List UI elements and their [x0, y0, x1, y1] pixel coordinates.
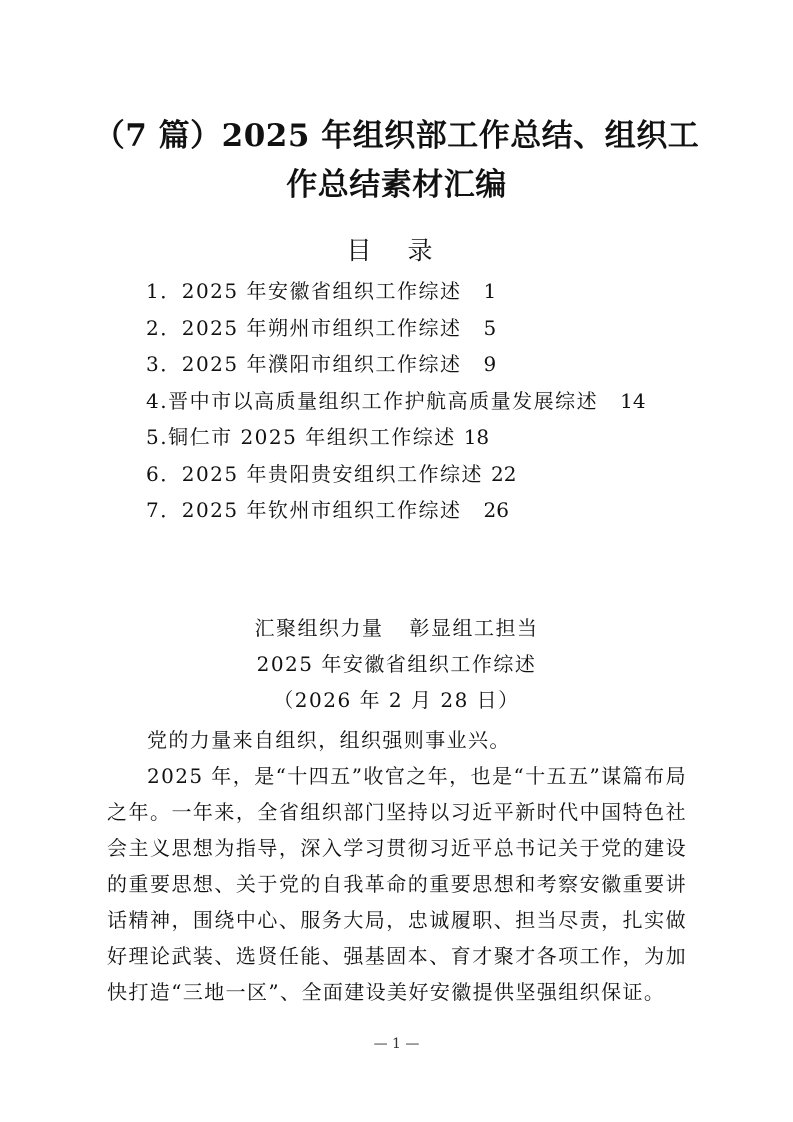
toc-item-label: 7．2025 年钦州市组织工作综述 [146, 498, 462, 522]
toc-item-page: 1 [483, 279, 497, 303]
toc-item-page: 9 [483, 352, 497, 376]
toc-item-label: 1．2025 年安徽省组织工作综述 [146, 279, 462, 303]
toc-item-label: 3．2025 年濮阳市组织工作综述 [146, 352, 462, 376]
table-of-contents [146, 276, 706, 532]
toc-item[interactable] [146, 313, 706, 350]
toc-item-page: 14 [620, 388, 646, 413]
document-title: （7 篇）2025 年组织部工作总结、组织工作总结素材汇编 [93, 118, 700, 203]
page-number: — 1 — [373, 1036, 420, 1052]
toc-item-label: 2．2025 年朔州市组织工作综述 [146, 315, 462, 340]
toc-item[interactable] [146, 495, 706, 532]
toc-item[interactable] [146, 386, 706, 423]
article-subtitle: 2025 年安徽省组织工作综述 [256, 652, 537, 676]
article-heading-part-a: 汇聚组织力量 [254, 616, 384, 640]
article-heading [0, 613, 793, 643]
article-date: （2026 年 2 月 28 日） [273, 688, 520, 712]
article-paragraph: 党的力量来自组织，组织强则事业兴。 [147, 728, 511, 752]
toc-item[interactable] [146, 422, 706, 459]
article-body [107, 722, 687, 1010]
toc-item-page: 22 [490, 461, 517, 486]
article-paragraph: 2025 年，是“十四五”收官之年，也是“十五五”谋篇布局之年。一年来，全省组织部门坚持以习近平新时代中国特色社会主义思想为指导，深入学习贯彻习近平总书记关于党的建设的重要思想、关于党的自我革命的重要思想和考察安徽重要讲话精神，围绕中心、服务大局，忠诚履职、担当尽责，扎实做好理论武装、选贤任能、强基固本、育才聚才各项工作，为加快打造“三地一区”、全面建设美好安徽提供坚强组织保证。 [107, 764, 687, 1004]
article-heading-part-b: 彰显组工担当 [409, 616, 539, 640]
toc-heading: 目 录 [346, 236, 447, 265]
toc-item[interactable] [146, 459, 706, 496]
toc-item[interactable] [146, 349, 706, 386]
toc-item-label: 4.晋中市以高质量组织工作护航高质量发展综述 [146, 388, 599, 413]
toc-item-page: 18 [463, 425, 490, 449]
toc-item[interactable] [146, 276, 706, 313]
toc-item-page: 5 [483, 315, 497, 340]
toc-item-label: 5.铜仁市 2025 年组织工作综述 [146, 425, 456, 449]
toc-item-page: 26 [483, 498, 509, 522]
toc-item-label: 6．2025 年贵阳贵安组织工作综述 [146, 461, 483, 486]
